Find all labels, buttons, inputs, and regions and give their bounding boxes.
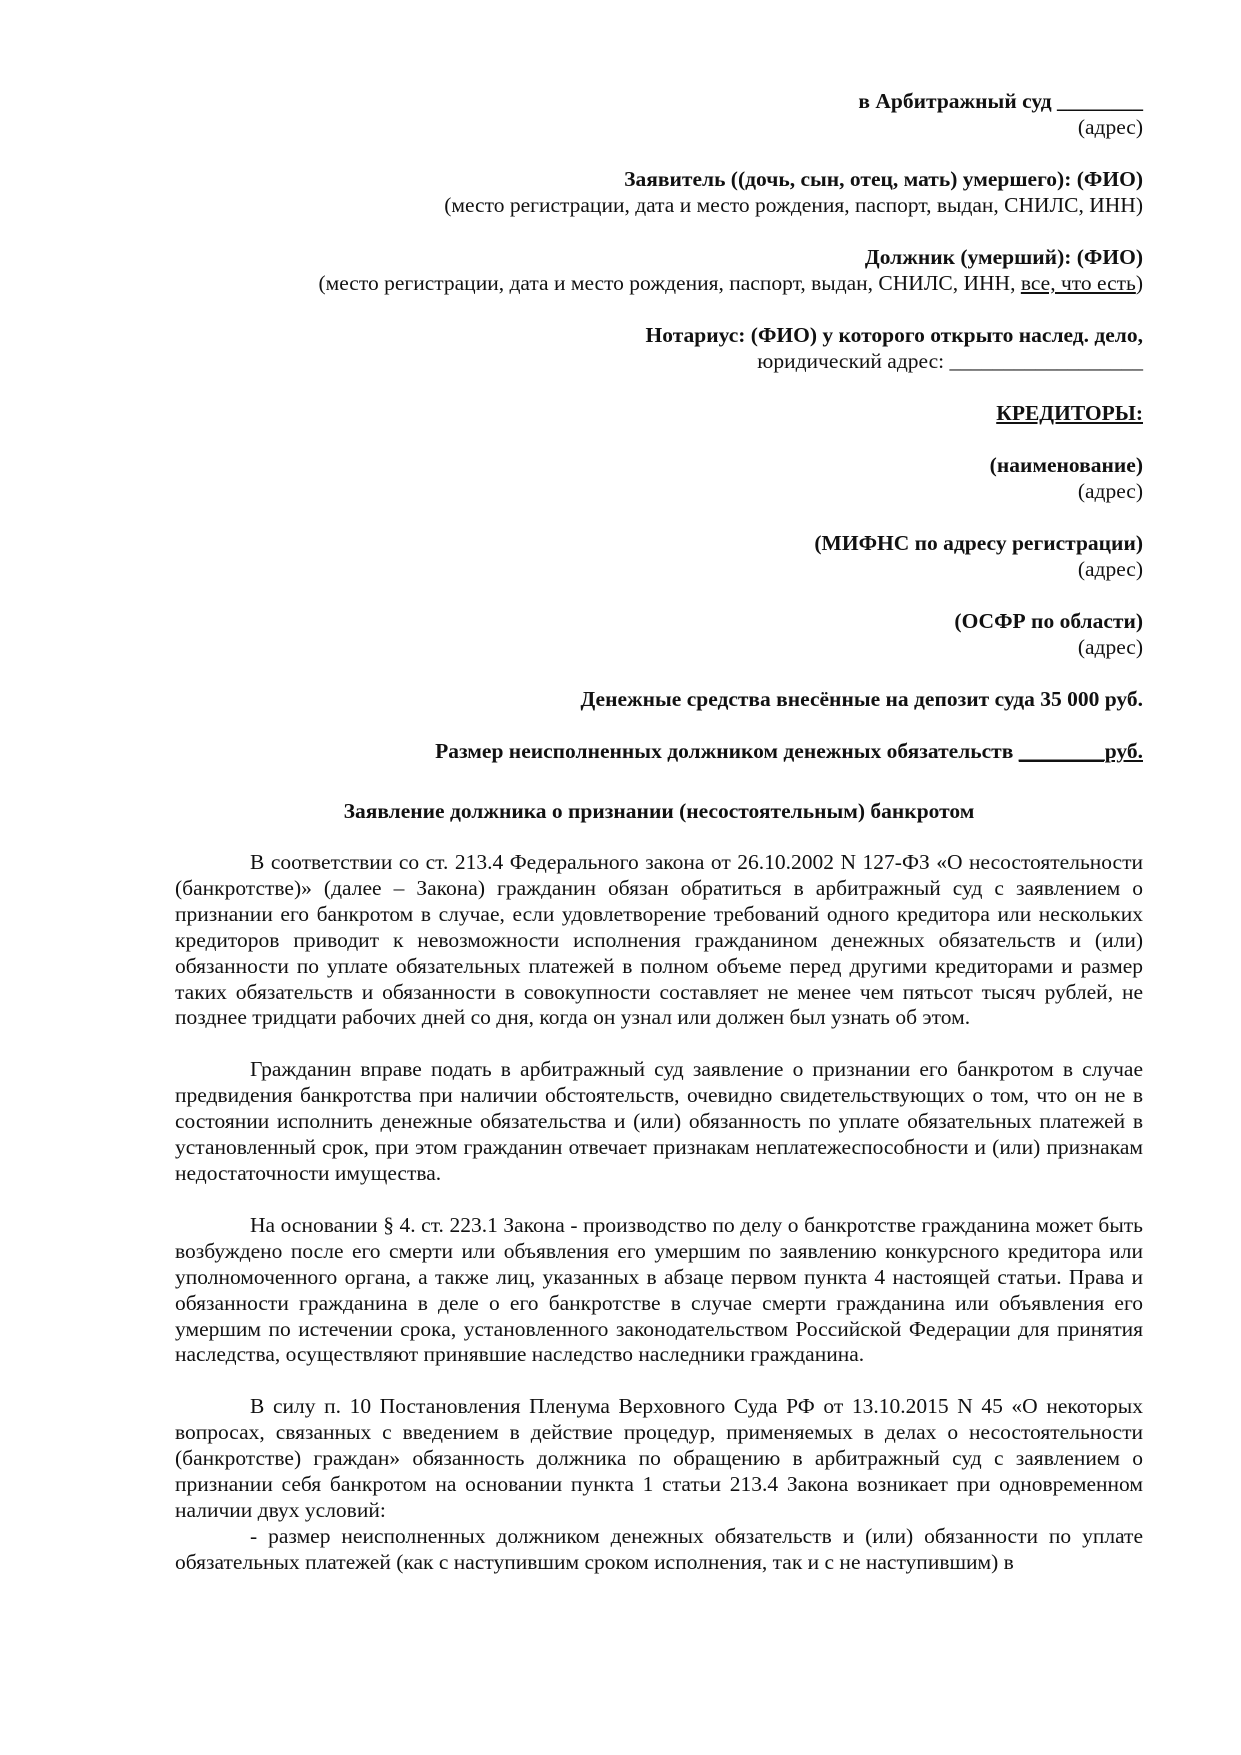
creditor-3-name: (ОСФР по области): [954, 609, 1143, 633]
debtor-details-underlined: все, что есть: [1020, 271, 1136, 295]
notary-address: юридический адрес: __________________: [757, 349, 1143, 373]
creditor-3-address: (адрес): [1077, 635, 1143, 659]
paragraph-2: Гражданин вправе подать в арбитражный суд заявление о признании его банкротом в случае предвидения банкротства при наличии обстоятельств, очевидно свидетельствующих о том, что он не в состоянии исполнить денежные обязательства и (или) обязанность по уплате обязательных платежей в установленный срок, при этом гражданин отвечает признакам неплатежеспособности и (или) признакам недостаточности имущества.: [175, 1057, 1143, 1185]
paragraph-4: В силу п. 10 Постановления Пленума Верховного Суда РФ от 13.10.2015 N 45 «О некоторых вопросах, связанных с введением в действие процедур, применяемых в делах о несостоятельности (банкротстве) граждан» обязанность должника по обращению в арбитражный суд с заявлением о признании себя банкротом на основании пункта 1 статьи 213.4 Закона возникает при одновременном наличии двух условий:: [175, 1394, 1143, 1522]
court-line: в Арбитражный суд ________: [858, 89, 1143, 113]
notary-title: Нотариус: (ФИО) у которого открыто наслед. дело,: [645, 323, 1143, 347]
applicant-details: (место регистрации, дата и место рождения, паспорт, выдан, СНИЛС, ИНН): [444, 193, 1143, 217]
addressee-block: [175, 88, 1143, 764]
debtor-title: Должник (умерший): (ФИО): [864, 245, 1143, 269]
paragraph-1: В соответствии со ст. 213.4 Федерального закона от 26.10.2002 N 127-ФЗ «О несостоятельности (банкротстве)» (далее – Закона) гражданин обязан обратиться в арбитражный суд с заявлением о признании его банкротом в случае, если удовлетворение требований одного кредитора или нескольких кредиторов приводит к невозможности исполнения гражданином денежных обязательств и (или) обязанности по уплате обязательных платежей в полном объеме перед другими кредиторами и размер таких обязательств и обязанности в совокупности составляет не менее чем пятьсот тысяч рублей, не позднее тридцати рабочих дней со дня, когда он узнал или должен был узнать об этом.: [175, 850, 1143, 1030]
applicant-title: Заявитель ((дочь, сын, отец, мать) умершего): (ФИО): [624, 167, 1143, 191]
obligations-label: Размер неисполненных должником денежных обязательств: [435, 739, 1019, 763]
debtor-details: [175, 270, 1143, 296]
obligations-line: [175, 738, 1143, 764]
creditor-1-name: (наименование): [989, 453, 1143, 477]
debtor-details-main: (место регистрации, дата и место рождения, паспорт, выдан, СНИЛС, ИНН,: [318, 271, 1021, 295]
debtor-details-end: ): [1135, 271, 1143, 295]
paragraph-5: - размер неисполненных должником денежных обязательств и (или) обязанности по уплате обязательных платежей (как с наступившим сроком исполнения, так и с не наступившим) в: [175, 1523, 1143, 1574]
court-address: (адрес): [1077, 115, 1143, 139]
creditor-2-name: (МИФНС по адресу регистрации): [814, 531, 1143, 555]
obligations-value: ________руб.: [1018, 739, 1143, 763]
creditor-1-address: (адрес): [1077, 479, 1143, 503]
document-title: Заявление должника о признании (несостоятельным) банкротом: [343, 799, 975, 823]
deposit-line: Денежные средства внесённые на депозит суда 35 000 руб.: [580, 687, 1143, 711]
creditors-heading: КРЕДИТОРЫ:: [996, 401, 1143, 425]
creditor-2-address: (адрес): [1077, 557, 1143, 581]
document-body: [175, 850, 1143, 1576]
paragraph-3: На основании § 4. ст. 223.1 Закона - производство по делу о банкротстве гражданина может быть возбуждено после его смерти или объявления его умершим по заявлению конкурсного кредитора или уполномоченного органа, а также лиц, указанных в абзаце первом пункта 4 настоящей статьи. Права и обязанности гражданина в деле о его банкротстве в случае смерти гражданина или объявления его умершим по истечении срока, установленного законодательством Российской Федерации для принятия наследства, осуществляют принявшие наследство наследники гражданина.: [175, 1212, 1143, 1367]
